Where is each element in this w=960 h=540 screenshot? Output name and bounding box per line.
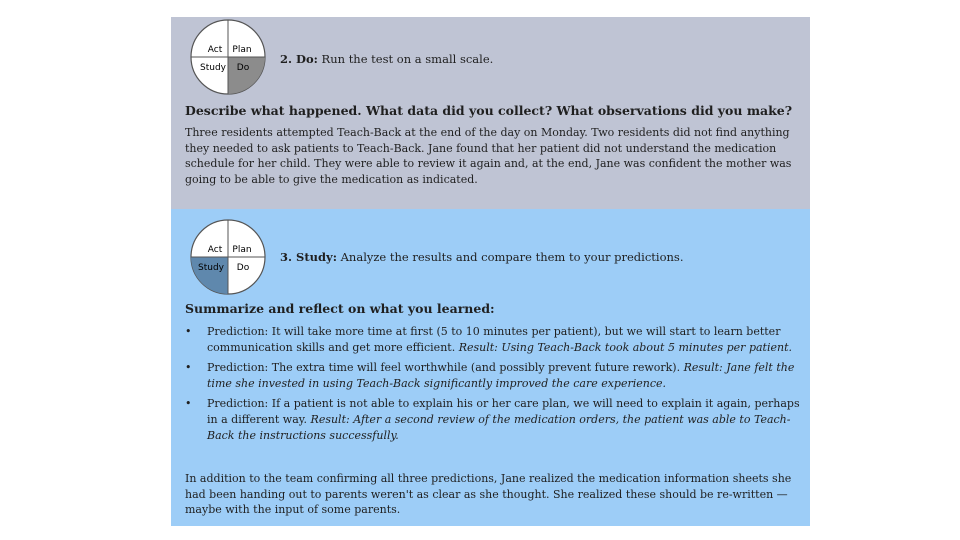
list-item [185,396,805,443]
prediction-text: Prediction: The extra time will feel worthwhile (and possibly prevent future rework). [207,361,684,375]
wheel-label-do: Do [236,63,250,73]
section-heading: Summarize and reflect on what you learned: [185,301,495,316]
step-text: Analyze the results and compare them to your predictions. [336,250,684,264]
prediction-text: Prediction: If a patient is not able to explain his or her care plan, we will need to explain it again, perhaps in a different way. [207,397,800,426]
wheel-label-act: Act [207,45,223,55]
do-panel [171,17,810,209]
wheel-label-plan: Plan [232,45,252,55]
wheel-label-study: Study [200,63,226,73]
section-heading: Describe what happened. What data did you collect? What observations did you make? [185,103,793,118]
pdsa-wheel-study-icon [183,219,273,295]
wheel-label-act: Act [207,245,223,255]
list-item [185,324,805,355]
closing-paragraph: In addition to the team confirming all three predictions, Jane realized the medication information sheets she had been handing out to parents weren't as clear as she thought. She realized these should be re-written — maybe with the input of some parents. [185,472,792,517]
result-text: Result: Jane felt the time she invested in using Teach-Back significantly improved the care experience. [207,361,795,390]
wheel-label-study: Study [198,263,224,273]
result-text: Result: After a second review of the medication orders, the patient was able to Teach-Back the instructions successfully. [207,412,791,442]
step-line [280,250,683,264]
pdsa-wheel-do-icon [183,19,273,95]
prediction-list [185,324,805,448]
wheel-label-plan: Plan [232,245,252,255]
bullet-icon: • [185,325,192,338]
step-title: 3. Study: [280,250,337,264]
step-text: Run the test on a small scale. [317,52,494,66]
step-line [280,52,493,66]
bullet-icon: • [185,361,192,375]
prediction-text: Prediction: It will take more time at first (5 to 10 minutes per patient), but we will start to learn better communication skills and get more efficient. [207,325,781,354]
list-item [185,360,805,391]
step-title: 2. Do: [280,52,318,66]
bullet-icon: • [185,397,192,411]
wheel-label-do: Do [236,263,250,273]
study-panel [171,209,810,526]
result-text: Result: Using Teach-Back took about 5 minutes per patient. [458,340,792,354]
section-body: Three residents attempted Teach-Back at the end of the day on Monday. Two residents did not find anything they needed to ask patients to Teach-Back. Jane found that her patient did not understand the medication schedule for her child. They were able to review it again and, at the end, Jane was confident the mother was going to be able to give the medication as indicated. [185,126,792,186]
